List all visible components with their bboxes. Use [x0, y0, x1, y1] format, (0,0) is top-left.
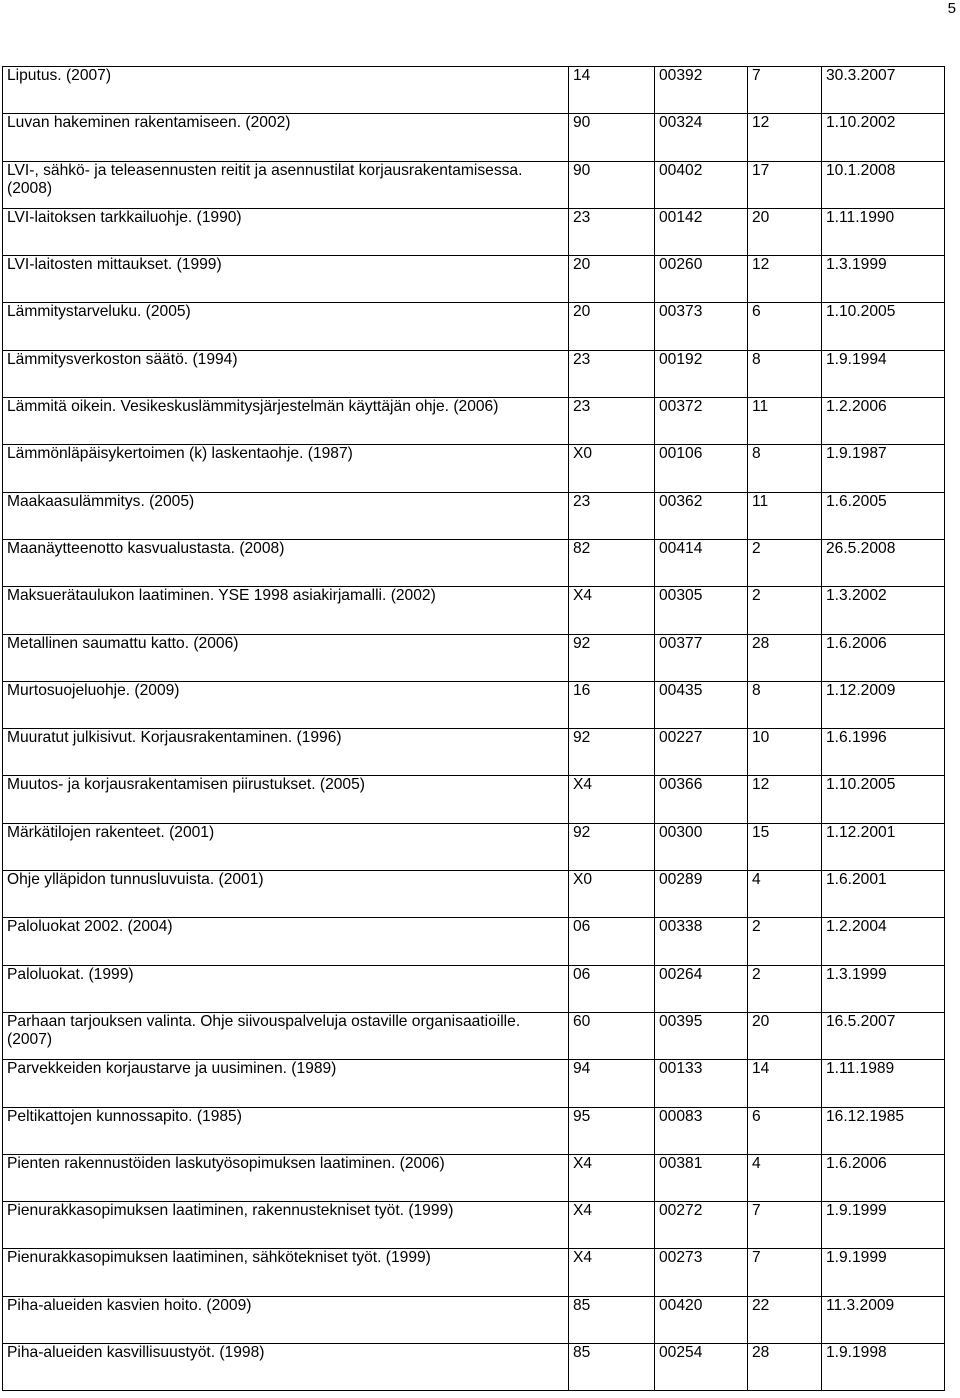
cell-number: 00362 [655, 492, 748, 539]
cell-code: X4 [569, 587, 655, 634]
cell-code: 90 [569, 114, 655, 161]
table-row [3, 256, 945, 303]
cell-title: Pienurakkasopimuksen laatiminen, rakennustekniset työt. (1999) [3, 1202, 569, 1249]
table-row [3, 492, 945, 539]
cell-number: 00273 [655, 1249, 748, 1296]
cell-number: 00381 [655, 1154, 748, 1201]
table-row [3, 1060, 945, 1107]
cell-title: Piha-alueiden kasvien hoito. (2009) [3, 1296, 569, 1343]
cell-date: 1.10.2005 [822, 303, 945, 350]
table-row [3, 67, 945, 114]
cell-code: 94 [569, 1060, 655, 1107]
cell-code: 92 [569, 823, 655, 870]
cell-date: 1.9.1999 [822, 1202, 945, 1249]
cell-pages: 2 [748, 587, 822, 634]
table-row [3, 1344, 945, 1391]
cell-number: 00254 [655, 1344, 748, 1391]
table-row [3, 918, 945, 965]
cell-code: 06 [569, 918, 655, 965]
cell-title: Maksuerätaulukon laatiminen. YSE 1998 asiakirjamalli. (2002) [3, 587, 569, 634]
cell-title: Muutos- ja korjausrakentamisen piirustukset. (2005) [3, 776, 569, 823]
cell-number: 00324 [655, 114, 748, 161]
cell-date: 1.6.2005 [822, 492, 945, 539]
cell-pages: 10 [748, 729, 822, 776]
cell-title: Märkätilojen rakenteet. (2001) [3, 823, 569, 870]
cell-code: X4 [569, 1202, 655, 1249]
cell-code: 92 [569, 729, 655, 776]
cell-number: 00142 [655, 208, 748, 255]
cell-code: 20 [569, 256, 655, 303]
cell-number: 00338 [655, 918, 748, 965]
cell-pages: 11 [748, 398, 822, 445]
cell-number: 00402 [655, 161, 748, 208]
table-row [3, 1012, 945, 1059]
cell-code: 85 [569, 1344, 655, 1391]
document-table [2, 66, 945, 1391]
cell-date: 1.10.2005 [822, 776, 945, 823]
cell-number: 00392 [655, 67, 748, 114]
cell-pages: 7 [748, 1249, 822, 1296]
cell-code: 60 [569, 1012, 655, 1059]
cell-date: 1.3.1999 [822, 256, 945, 303]
cell-title: Peltikattojen kunnossapito. (1985) [3, 1107, 569, 1154]
cell-number: 00395 [655, 1012, 748, 1059]
cell-code: 20 [569, 303, 655, 350]
cell-number: 00420 [655, 1296, 748, 1343]
cell-date: 30.3.2007 [822, 67, 945, 114]
cell-date: 1.9.1999 [822, 1249, 945, 1296]
cell-code: 92 [569, 634, 655, 681]
cell-number: 00366 [655, 776, 748, 823]
cell-title: Ohje ylläpidon tunnusluvuista. (2001) [3, 871, 569, 918]
cell-title: Metallinen saumattu katto. (2006) [3, 634, 569, 681]
cell-date: 1.3.2002 [822, 587, 945, 634]
cell-title: Murtosuojeluohje. (2009) [3, 681, 569, 728]
cell-code: 23 [569, 398, 655, 445]
cell-pages: 15 [748, 823, 822, 870]
cell-date: 1.2.2006 [822, 398, 945, 445]
table-row [3, 1296, 945, 1343]
page-number: 5 [947, 0, 956, 17]
cell-code: 90 [569, 161, 655, 208]
cell-date: 1.9.1994 [822, 350, 945, 397]
cell-pages: 20 [748, 208, 822, 255]
cell-title: Lämmönläpäisykertoimen (k) laskentaohje. (1987) [3, 445, 569, 492]
cell-code: 14 [569, 67, 655, 114]
cell-code: 82 [569, 539, 655, 586]
cell-number: 00289 [655, 871, 748, 918]
cell-number: 00264 [655, 965, 748, 1012]
cell-number: 00435 [655, 681, 748, 728]
cell-code: X0 [569, 445, 655, 492]
cell-title: Pienten rakennustöiden laskutyösopimuksen laatiminen. (2006) [3, 1154, 569, 1201]
cell-code: X4 [569, 776, 655, 823]
cell-pages: 6 [748, 303, 822, 350]
table-row [3, 445, 945, 492]
cell-date: 1.12.2001 [822, 823, 945, 870]
cell-pages: 7 [748, 1202, 822, 1249]
table-row [3, 161, 945, 208]
cell-title: Maanäytteenotto kasvualustasta. (2008) [3, 539, 569, 586]
cell-code: 23 [569, 492, 655, 539]
table-row [3, 634, 945, 681]
cell-pages: 2 [748, 918, 822, 965]
cell-pages: 7 [748, 67, 822, 114]
cell-date: 1.10.2002 [822, 114, 945, 161]
cell-pages: 8 [748, 681, 822, 728]
cell-date: 1.11.1989 [822, 1060, 945, 1107]
cell-number: 00377 [655, 634, 748, 681]
cell-number: 00414 [655, 539, 748, 586]
cell-code: X4 [569, 1249, 655, 1296]
table-row [3, 114, 945, 161]
cell-title: Luvan hakeminen rakentamiseen. (2002) [3, 114, 569, 161]
cell-pages: 8 [748, 350, 822, 397]
cell-number: 00106 [655, 445, 748, 492]
cell-title: Muuratut julkisivut. Korjausrakentaminen. (1996) [3, 729, 569, 776]
cell-code: 23 [569, 208, 655, 255]
cell-pages: 28 [748, 634, 822, 681]
cell-date: 1.12.2009 [822, 681, 945, 728]
cell-number: 00300 [655, 823, 748, 870]
cell-code: 06 [569, 965, 655, 1012]
table-row [3, 303, 945, 350]
cell-pages: 4 [748, 871, 822, 918]
table-row [3, 587, 945, 634]
cell-code: 95 [569, 1107, 655, 1154]
cell-title: LVI-laitosten mittaukset. (1999) [3, 256, 569, 303]
cell-pages: 28 [748, 1344, 822, 1391]
cell-title: Parhaan tarjouksen valinta. Ohje siivouspalveluja ostaville organisaatioille. (2007) [3, 1012, 569, 1059]
cell-pages: 6 [748, 1107, 822, 1154]
cell-pages: 4 [748, 1154, 822, 1201]
table-row [3, 871, 945, 918]
cell-number: 00260 [655, 256, 748, 303]
table-row [3, 823, 945, 870]
cell-title: Lämmitysverkoston säätö. (1994) [3, 350, 569, 397]
cell-date: 1.6.2006 [822, 634, 945, 681]
table-row [3, 208, 945, 255]
cell-title: Lämmitystarveluku. (2005) [3, 303, 569, 350]
table-row [3, 1202, 945, 1249]
cell-number: 00373 [655, 303, 748, 350]
cell-code: 16 [569, 681, 655, 728]
table-row [3, 1249, 945, 1296]
cell-title: Maakaasulämmitys. (2005) [3, 492, 569, 539]
table-row [3, 1154, 945, 1201]
table-row [3, 398, 945, 445]
cell-number: 00372 [655, 398, 748, 445]
table-row [3, 681, 945, 728]
cell-date: 26.5.2008 [822, 539, 945, 586]
cell-title: LVI-, sähkö- ja teleasennusten reitit ja asennustilat korjausrakentamisessa. (2008) [3, 161, 569, 208]
cell-date: 10.1.2008 [822, 161, 945, 208]
cell-title: Paloluokat. (1999) [3, 965, 569, 1012]
cell-date: 1.3.1999 [822, 965, 945, 1012]
cell-date: 16.12.1985 [822, 1107, 945, 1154]
cell-number: 00133 [655, 1060, 748, 1107]
table-row [3, 539, 945, 586]
cell-title: Liputus. (2007) [3, 67, 569, 114]
cell-pages: 22 [748, 1296, 822, 1343]
cell-pages: 2 [748, 965, 822, 1012]
cell-code: 23 [569, 350, 655, 397]
cell-date: 1.6.1996 [822, 729, 945, 776]
cell-number: 00227 [655, 729, 748, 776]
cell-pages: 12 [748, 114, 822, 161]
cell-pages: 11 [748, 492, 822, 539]
cell-title: LVI-laitoksen tarkkailuohje. (1990) [3, 208, 569, 255]
cell-code: X4 [569, 1154, 655, 1201]
cell-pages: 14 [748, 1060, 822, 1107]
table-row [3, 965, 945, 1012]
cell-title: Parvekkeiden korjaustarve ja uusiminen. (1989) [3, 1060, 569, 1107]
table-body [3, 67, 945, 1391]
table-row [3, 350, 945, 397]
cell-date: 1.6.2001 [822, 871, 945, 918]
cell-pages: 12 [748, 256, 822, 303]
cell-code: X0 [569, 871, 655, 918]
cell-date: 16.5.2007 [822, 1012, 945, 1059]
cell-title: Paloluokat 2002. (2004) [3, 918, 569, 965]
table-row [3, 1107, 945, 1154]
cell-date: 1.9.1998 [822, 1344, 945, 1391]
cell-title: Lämmitä oikein. Vesikeskuslämmitysjärjestelmän käyttäjän ohje. (2006) [3, 398, 569, 445]
cell-number: 00192 [655, 350, 748, 397]
cell-pages: 2 [748, 539, 822, 586]
cell-date: 1.11.1990 [822, 208, 945, 255]
cell-title: Pienurakkasopimuksen laatiminen, sähkötekniset työt. (1999) [3, 1249, 569, 1296]
cell-pages: 12 [748, 776, 822, 823]
cell-date: 11.3.2009 [822, 1296, 945, 1343]
cell-number: 00272 [655, 1202, 748, 1249]
cell-title: Piha-alueiden kasvillisuustyöt. (1998) [3, 1344, 569, 1391]
cell-pages: 17 [748, 161, 822, 208]
cell-code: 85 [569, 1296, 655, 1343]
table-row [3, 776, 945, 823]
cell-pages: 8 [748, 445, 822, 492]
table-row [3, 729, 945, 776]
cell-number: 00305 [655, 587, 748, 634]
cell-number: 00083 [655, 1107, 748, 1154]
cell-date: 1.9.1987 [822, 445, 945, 492]
cell-date: 1.2.2004 [822, 918, 945, 965]
cell-pages: 20 [748, 1012, 822, 1059]
cell-date: 1.6.2006 [822, 1154, 945, 1201]
